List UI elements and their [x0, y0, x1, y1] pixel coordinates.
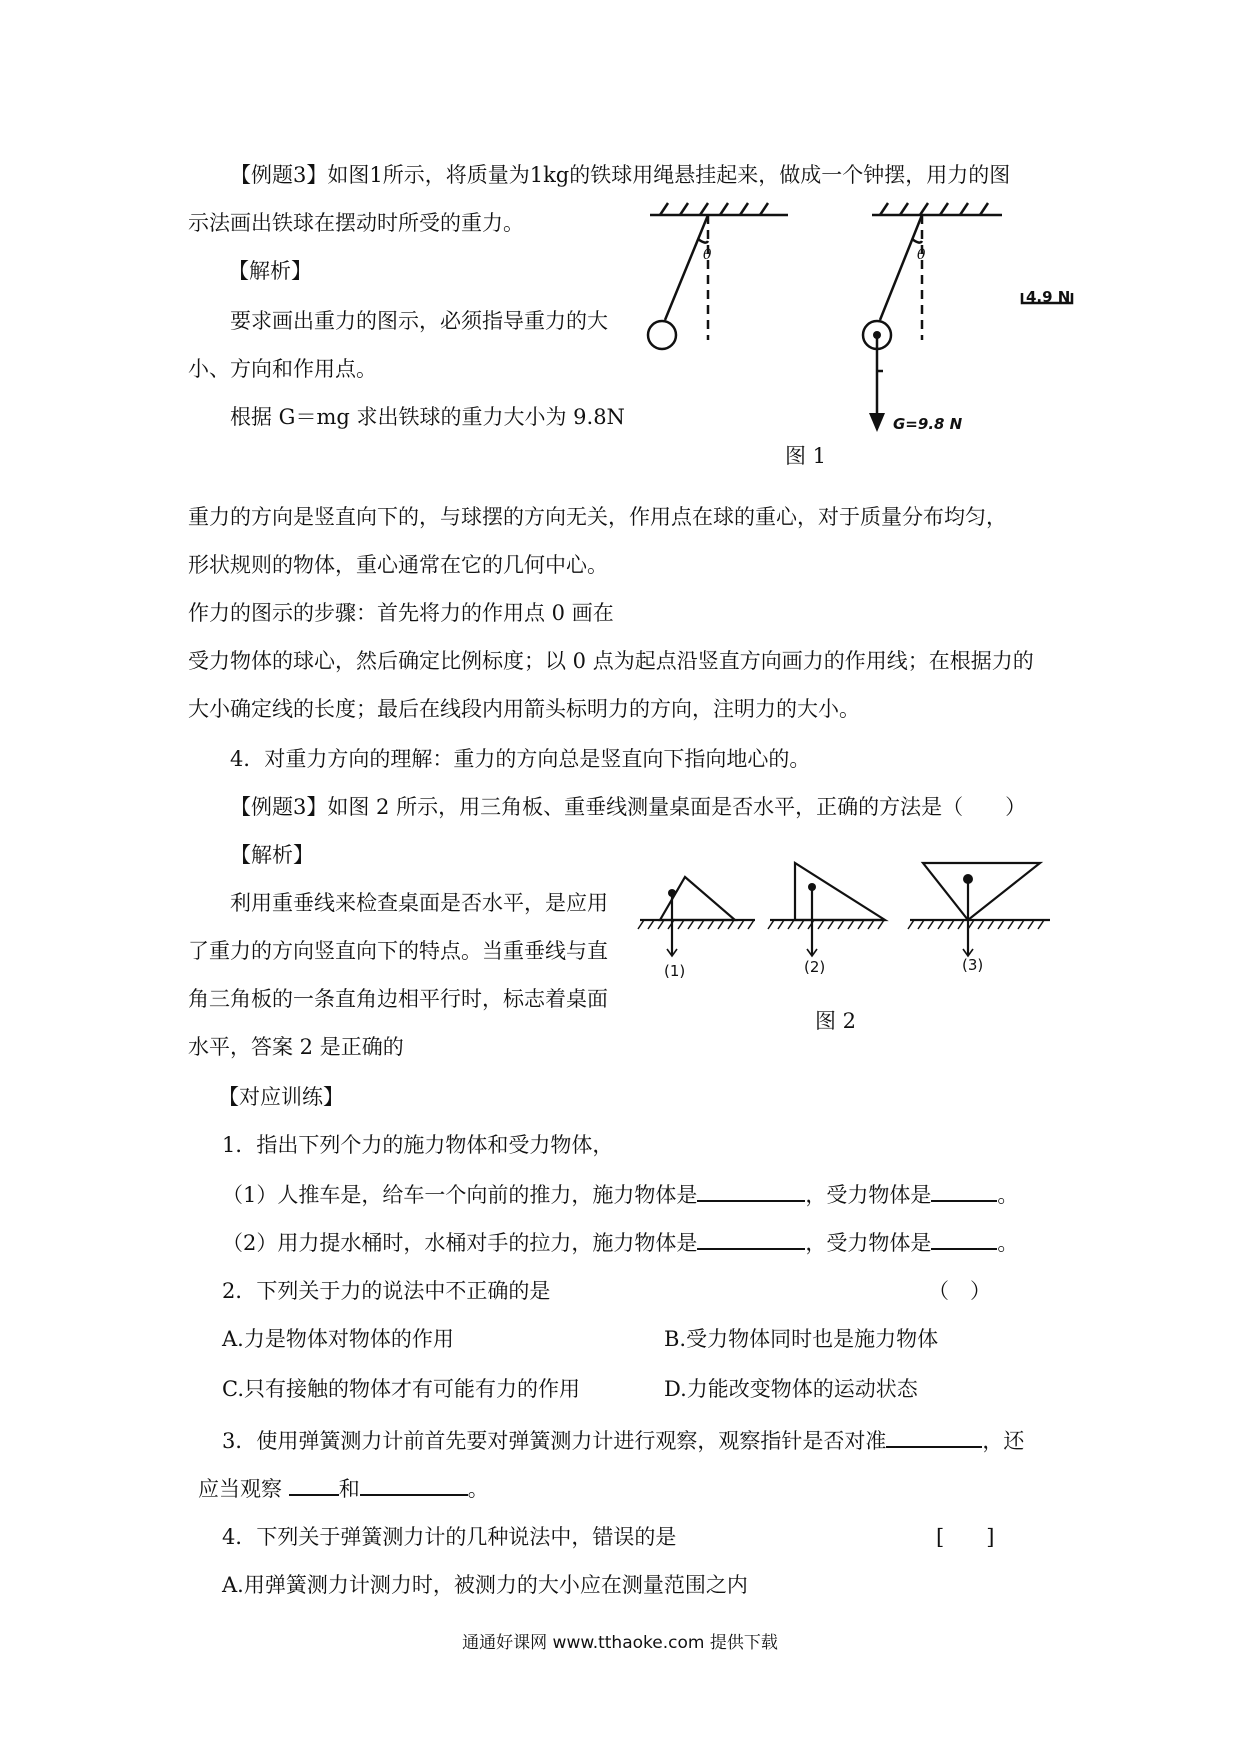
practice-q3	[222, 1424, 1024, 1456]
ex3a-p4b: 受力物体的球心，然后确定比例标度；以 0 点为起点沿竖直方向画力的作用线；在根据力的	[188, 649, 1034, 673]
fig2-label-1: (1)	[664, 962, 686, 980]
fig1-caption: 图 1	[785, 444, 827, 468]
section4-heading: 4．对重力方向的理解：重力的方向总是竖直向下指向地心的。	[230, 747, 811, 771]
figure-2-plumb-line	[630, 855, 1060, 975]
q4-option-a[interactable]: A.用弹簧测力计测力时，被测力的大小应在测量范围之内	[222, 1573, 748, 1597]
q1b-mid-text: ，受力物体是	[805, 1231, 932, 1255]
ex3a-line2: 示法画出铁球在摆动时所受的重力。	[188, 211, 524, 235]
ex3a-p2: 根据 G＝mg 求出铁球的重力大小为 9.8N	[230, 405, 625, 429]
ex3a-p3b: 形状规则的物体，重心通常在它的几何中心。	[188, 553, 608, 577]
q2-answer-bracket[interactable]: （ ）	[928, 1279, 991, 1303]
q1a-mid-text: ，受力物体是	[805, 1183, 932, 1207]
q3-text: 3．使用弹簧测力计前首先要对弹簧测力计进行观察，观察指针是否对准	[222, 1429, 887, 1453]
fig1-force-label: G=9.8 N	[893, 415, 963, 433]
ex3b-p1d: 水平，答案 2 是正确的	[188, 1035, 404, 1059]
q1a-blank-applier[interactable]	[697, 1178, 805, 1202]
q2-option-a[interactable]: A.力是物体对物体的作用	[222, 1327, 454, 1351]
q2-option-d[interactable]: D.力能改变物体的运动状态	[664, 1377, 918, 1401]
ex3a-line1: 【例题3】如图1所示，将质量为1kg的铁球用绳悬挂起来，做成一个钟摆，用力的图	[230, 163, 1011, 187]
ex3b-p1c: 角三角板的一条直角边相平行时，标志着桌面	[188, 987, 608, 1011]
q1b-blank-applier[interactable]	[697, 1226, 805, 1250]
q1b-blank-receiver[interactable]	[931, 1226, 997, 1250]
q3-end: ，还	[982, 1429, 1025, 1453]
fig1-scale-label: 4.9 N	[1026, 288, 1071, 306]
fig2-caption: 图 2	[815, 1009, 857, 1033]
practice-q1b	[222, 1226, 1018, 1258]
q3b-end: 。	[467, 1477, 489, 1501]
q3-blank-division[interactable]	[360, 1472, 468, 1496]
fig1-theta-left: θ	[703, 247, 712, 263]
ex3b-line1: 【例题3】如图 2 所示，用三角板、重垂线测量桌面是否水平，正确的方法是（ ）	[230, 795, 1027, 819]
page-footer: 通通好课网 www.tthaoke.com 提供下载	[462, 1633, 778, 1653]
practice-q3b	[198, 1472, 489, 1504]
q1b-end: 。	[997, 1231, 1019, 1255]
q3b-mid: 和	[338, 1477, 360, 1501]
q2-option-c[interactable]: C.只有接触的物体才有可能有力的作用	[222, 1377, 580, 1401]
ex3b-p1b: 了重力的方向竖直向下的特点。当重垂线与直	[188, 939, 608, 963]
q2-option-b[interactable]: B.受力物体同时也是施力物体	[664, 1327, 939, 1351]
ex3a-p4c: 大小确定线的长度；最后在线段内用箭头标明力的方向，注明力的大小。	[188, 697, 860, 721]
practice-q1a	[222, 1178, 1018, 1210]
fig2-label-2: (2)	[804, 958, 826, 976]
q1a-blank-receiver[interactable]	[931, 1178, 997, 1202]
q1a-end: 。	[997, 1183, 1019, 1207]
practice-q2: 2．下列关于力的说法中不正确的是	[222, 1279, 551, 1303]
fig1-theta-right: θ	[917, 247, 926, 263]
q3b-text: 应当观察	[198, 1477, 282, 1501]
q3-blank-zero[interactable]	[886, 1424, 982, 1448]
practice-q4: 4．下列关于弹簧测力计的几种说法中，错误的是	[222, 1525, 677, 1549]
ex3a-p1a: 要求画出重力的图示，必须指导重力的大	[230, 309, 608, 333]
figure-1-pendulum	[640, 195, 1090, 440]
q1b-text: （2）用力提水桶时，水桶对手的拉力，施力物体是	[222, 1231, 698, 1255]
ex3b-analysis-label: 【解析】	[230, 843, 314, 867]
q1a-text: （1）人推车是，给车一个向前的推力，施力物体是	[222, 1183, 698, 1207]
ex3a-p4a: 作力的图示的步骤：首先将力的作用点 0 画在	[188, 601, 614, 625]
ex3a-analysis-label: 【解析】	[228, 259, 312, 283]
ex3b-p1a: 利用重垂线来检查桌面是否水平，是应用	[230, 891, 608, 915]
q3-blank-range[interactable]	[289, 1472, 339, 1496]
practice-title: 【对应训练】	[218, 1085, 344, 1109]
ex3a-p3a: 重力的方向是竖直向下的，与球摆的方向无关，作用点在球的重心，对于质量分布均匀，	[188, 505, 1007, 529]
q4-answer-bracket[interactable]: [ ]	[936, 1525, 995, 1549]
practice-q1: 1．指出下列个力的施力物体和受力物体，	[222, 1133, 614, 1157]
fig2-label-3: (3)	[962, 956, 984, 974]
ex3a-p1b: 小、方向和作用点。	[188, 357, 377, 381]
